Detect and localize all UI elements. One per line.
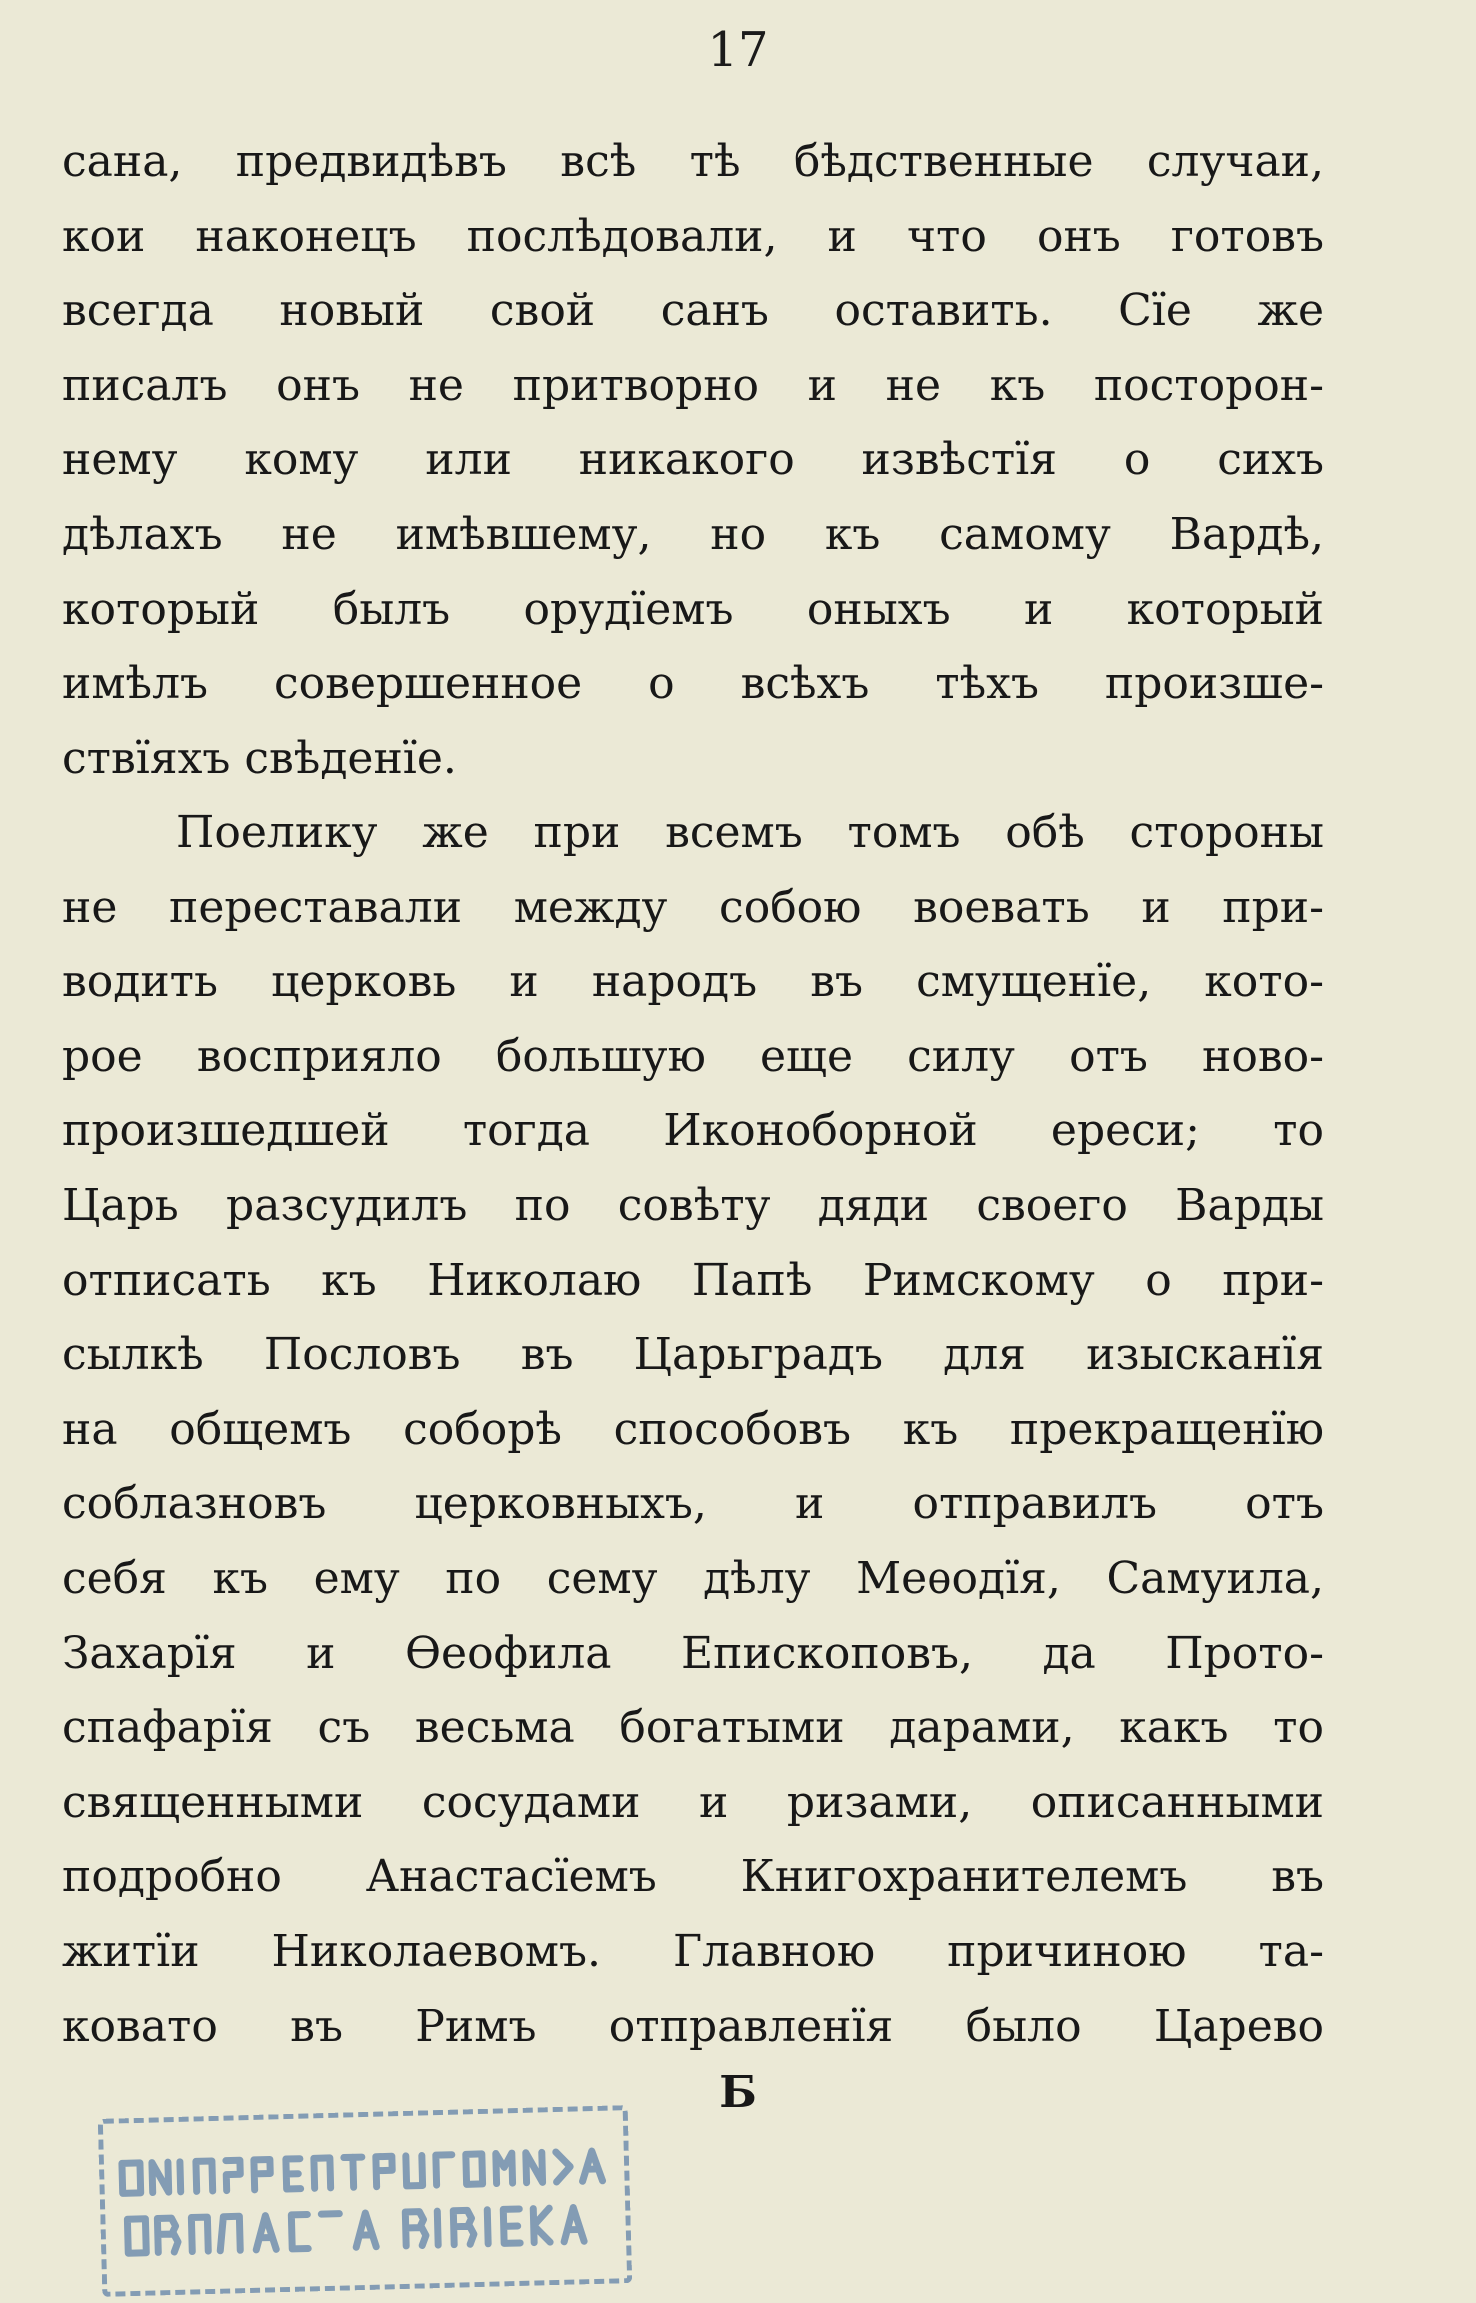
- text-line: Захарїя и Ѳеофила Епископовъ, да Прото-: [62, 1627, 1324, 1679]
- library-stamp: [98, 2105, 632, 2297]
- text-line: сылкѣ Пословъ въ Царьградъ для изысканїя: [62, 1329, 1324, 1381]
- text-line: отписать къ Николаю Папѣ Римскому о при-: [62, 1254, 1324, 1306]
- text-line: писалъ онъ не притворно и не къ посторон-: [62, 359, 1324, 411]
- text-line: дѣлахъ не имѣвшему, но къ самому Вардѣ,: [62, 508, 1324, 560]
- text-line: произшедшей тогда Иконоборной ереси; то: [62, 1105, 1324, 1157]
- text-line: спафарїя съ весьма богатыми дарами, какъ то: [62, 1702, 1324, 1754]
- text-line: житїи Николаевомъ. Главною причиною та-: [62, 1925, 1324, 1977]
- text-line: ковато въ Римъ отправленїя было Царево: [62, 2000, 1324, 2052]
- text-line: подробно Анастасїемъ Книгохранителемъ въ: [62, 1851, 1324, 1903]
- paragraph-1: [62, 125, 1324, 796]
- text-line: на общемъ соборѣ способовъ къ прекращенїю: [62, 1403, 1324, 1455]
- text-line: Царь разсудилъ по совѣту дяди своего Варды: [62, 1179, 1324, 1231]
- text-line: имѣлъ совершенное о всѣхъ тѣхъ произше-: [62, 658, 1324, 710]
- library-stamp-image: [103, 2110, 617, 2281]
- text-line: не переставали между собою воевать и при-: [62, 881, 1324, 933]
- page-number: 17: [707, 22, 769, 78]
- signature-mark: Б: [719, 2067, 757, 2118]
- text-line: нему кому или никакого извѣстїя о сихъ: [62, 434, 1324, 486]
- text-line-last: ствїяхъ свѣденїе.: [62, 732, 457, 784]
- paragraph-2: [62, 796, 1324, 2064]
- text-line: кои наконецъ послѣдовали, и что онъ готовъ: [62, 210, 1324, 262]
- text-line: священными сосудами и ризами, описанными: [62, 1776, 1324, 1828]
- text-line: соблазновъ церковныхъ, и отправилъ отъ: [62, 1478, 1324, 1530]
- text-line: себя къ ему по сему дѣлу Меѳодїя, Самуила,: [62, 1552, 1324, 1604]
- text-line: рое восприяло большую еще силу отъ ново-: [62, 1030, 1324, 1082]
- text-line: который былъ орудїемъ оныхъ и который: [62, 583, 1324, 635]
- text-line: водить церковь и народъ въ смущенїе, кото-: [62, 956, 1324, 1008]
- text-line: всегда новый свой санъ оставить. Сїе же: [62, 285, 1324, 337]
- text-line-indented: Поелику же при всемъ томъ обѣ стороны: [176, 807, 1324, 858]
- text-line: сана, предвидѣвъ всѣ тѣ бѣдственные случаи,: [62, 136, 1324, 187]
